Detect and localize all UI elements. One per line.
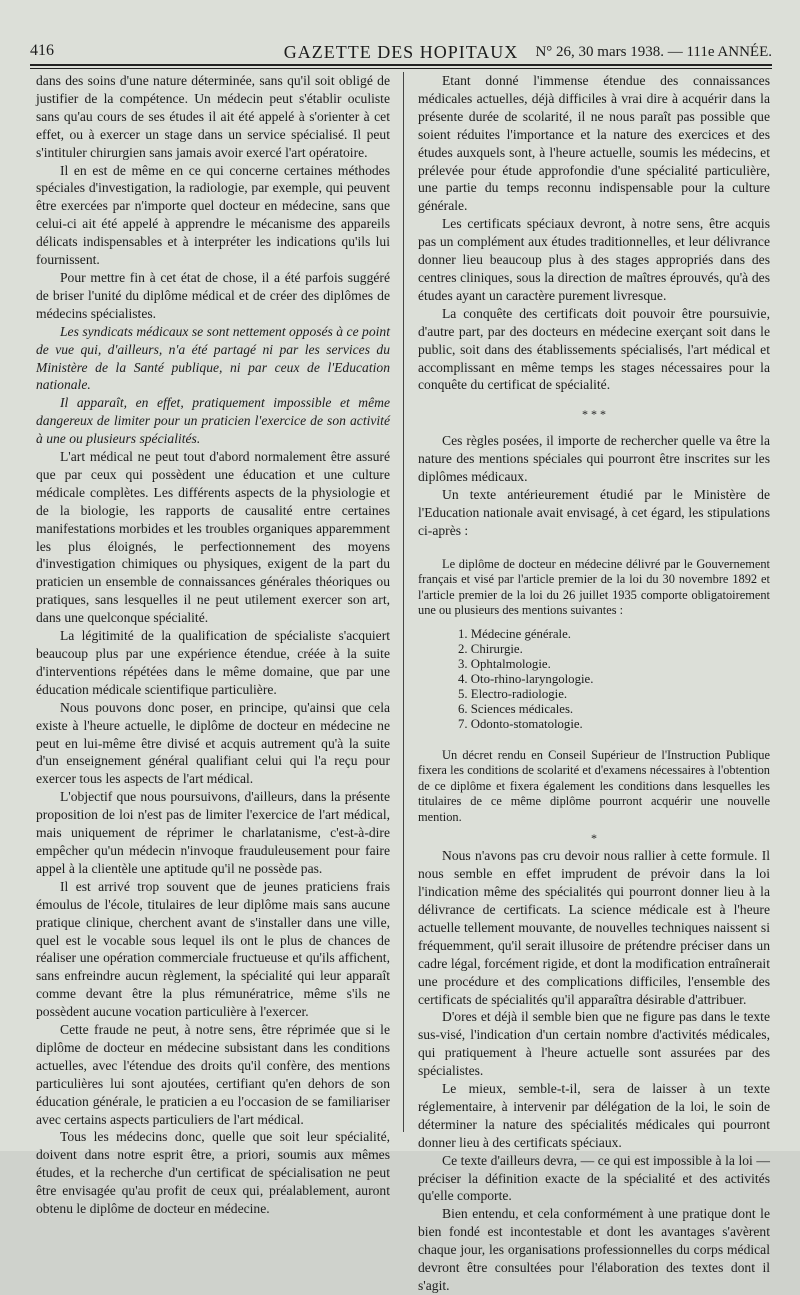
section-separator: * * *	[582, 407, 606, 422]
paragraph: dans des soins d'une nature déterminée, sans qu'il soit obligé de justifier de la compétence. Un médecin peut s'établir oculiste sans qu'au cours de ses études il ait été appelé à s'orienter à cet effet, ou à exercer un stage dans un service spécialisé. Il peut s'intituler chirurgien sans jamais avoir exercé l'art opératoire.	[36, 73, 390, 160]
column-divider	[403, 72, 404, 1132]
list-item: 3. Ophtalmologie.	[458, 656, 551, 671]
list-item: 2. Chirurgie.	[458, 641, 523, 656]
paragraph: Ces règles posées, il importe de rechercher quelle va être la nature des mentions spéciales qui pourront être inscrites sur les diplômes médicaux.	[418, 433, 770, 485]
journal-title: GAZETTE DES HOPITAUX	[283, 42, 519, 62]
paragraph: Bien entendu, et cela conformément à une pratique dont le bien fondé est incontestable et dont les avantages s'avèrent chaque jour, les organisations professionnelles du corps médical devront être consultées pour l'élaboration des textes dont il s'agit.	[418, 1206, 770, 1293]
header-rule-thin	[30, 68, 772, 69]
paragraph: Un texte antérieurement étudié par le Ministère de l'Education nationale avait envisagé, à cet égard, les stipulations ci-après :	[418, 487, 770, 538]
left-column	[36, 72, 390, 1217]
paragraph: Les syndicats médicaux se sont nettement opposés à ce point de vue qui, d'ailleurs, n'a été partagé ni par les services du Ministère de la Santé publique, ni par ceux de l'Education nationale.	[36, 323, 390, 393]
paragraph: L'art médical ne peut tout d'abord normalement être assuré que par ceux qui possèdent une éducation et une culture médicale complètes. Les différents aspects de la physiologie et de la biologie, les rapports de causalité entre certaines manifestations morbides et les troubles organiques apparemment les plus éloignés, le perfectionnement des moyens d'investigation chimiques ou physiques, exigent de la part du praticien un ensemble de connaissances générales théoriques ou pratiques, sans lesquelles il ne peut utilement exercer son art, dans une quelconque spécialité.	[36, 449, 390, 626]
mentions-list	[418, 627, 770, 732]
paragraph: La légitimité de la qualification de spécialiste s'acquiert beaucoup plus par une expérience étendue, créée à la suite d'interventions répétées dans le même domaine, que par une éducation médicale scientifique particulière.	[36, 628, 390, 697]
paragraph: Tous les médecins donc, quelle que soit leur spécialité, doivent dans notre esprit être, a priori, soumis aux mêmes études, et la recherche d'un certificat de spécialisation ne peut être envisagée qu'au profit de ceux qui, préalablement, auront obtenu le diplôme de docteur en médecine.	[36, 1129, 390, 1217]
paragraph: Cette fraude ne peut, à notre sens, être réprimée que si le diplôme de docteur en médecine subsistant dans les conditions actuelles, avec l'étendue des droits qu'il confère, des mentions particulières lui sont ajoutées, certifiant qu'en dehors de son éducation générale, le praticien a eu l'occasion de se familiariser avec certains aspects particuliers de l'art médical.	[36, 1022, 390, 1127]
paragraph: Il est arrivé trop souvent que de jeunes praticiens frais émoulus de l'école, titulaires de leur diplôme mais sans aucune pratique clinique, cherchent avant de s'installer dans une ville, quel est le vocable sous lequel ils ont le plus de chances de réaliser une opération commerciale fructueuse et qu'ils affichent, sans enfreindre aucun règlement, la spécialité qui leur apparaît comme devant être la plus rémunératrice, même s'ils ne possèdent aucune vocation particulière à l'exercer.	[36, 878, 390, 1020]
list-item: 4. Oto-rhino-laryngologie.	[458, 671, 594, 686]
paragraph: Les certificats spéciaux devront, à notre sens, être acquis pas un complément aux études traditionnelles, et leur délivrance donner lieu beaucoup plus à des stages appropriés dans des centres cliniques, sous la direction de maîtres éprouvés, qu'à des études ayant un caractère purement livresque.	[418, 216, 770, 303]
list-item: 1. Médecine générale.	[458, 626, 571, 641]
quoted-paragraph: Un décret rendu en Conseil Supérieur de l'Instruction Publique fixera les conditions de scolarité et d'examens nécessaires à l'obtention de ce diplôme et fixera également les conditions dans lesquelles les titulaires de ce même diplôme pourront acquérir une nouvelle mention.	[418, 747, 770, 824]
section-separator: *	[591, 831, 597, 846]
paragraph: Ce texte d'ailleurs devra, — ce qui est impossible à la loi — préciser la définition exacte de la spécialité et des activités qu'elle comporte.	[418, 1152, 770, 1204]
paragraph: Il en est de même en ce qui concerne certaines méthodes spéciales d'investigation, la radiologie, par exemple, qui peuvent être exercées par n'importe quel docteur en médecine, sans que celui-ci ait été appelé à apprendre le mécanisme des appareils délicats indispensables et à interpréter les indications qu'ils lui fournissent.	[36, 162, 390, 268]
list-item: 5. Electro-radiologie.	[458, 686, 568, 701]
paragraph: La conquête des certificats doit pouvoir être poursuivie, d'autre part, par des docteurs en médecine exerçant soit dans le public, soit dans des établissements spécialisés, l'art médical et accomplissant en même temps les stages nécessaires pour la conquête du certificat de spécialité.	[418, 305, 770, 393]
header-rule	[30, 64, 772, 66]
paragraph: D'ores et déjà il semble bien que ne figure pas dans le texte sus-visé, l'indication d'un certain nombre d'activités médicales, qui pratiquement à l'heure actuelle sont assurées par des spécialistes.	[418, 1009, 770, 1079]
paragraph: L'objectif que nous poursuivons, d'ailleurs, dans la présente proposition de loi n'est pas de limiter l'exercice de l'art médical, mais uniquement de réprimer le charlatanisme, c'est-à-dire empêcher qu'un médecin n'invoque frauduleusement pour faire appel à la clientèle une aptitude qu'il ne possède pas.	[36, 789, 390, 876]
paragraph: Nous pouvons donc poser, en principe, qu'ainsi que cela existe à l'heure actuelle, le diplôme de docteur en médecine ne peut en lui-même être divisé et acquis autrement qu'à la suite d'un enseignement général qualifiant celui qui l'a reçu pour exercer tous les aspects de l'art médical.	[36, 699, 390, 787]
paragraph: Etant donné l'immense étendue des connaissances médicales actuelles, déjà difficiles à vrai dire à acquérir dans la présente durée de scolarité, il ne nous paraît pas possible que soient réduites l'importance et la nature des exercices et des études auxquels sont, à l'heure actuelle, soumis les médecins, et prélevée pour étude approfondie d'une spécialité particulière, une partie du temps reconnu indispensable pour la culture générale.	[418, 73, 770, 214]
list-item: 6. Sciences médicales.	[458, 701, 574, 716]
paragraph: Nous n'avons pas cru devoir nous rallier à cette formule. Il nous semble en effet imprudent de prévoir dans la loi l'indication même des spécialités qui pourront donner lieu à la délivrance de certificats. La science médicale est à l'heure actuelle tellement mouvante, de nouvelles techniques naissent si fréquemment, qu'il serait illusoire de prétendre préciser dans un cadre légal, forcément rigide, et dont la modification entraînerait une procédure et des complications difficiles, l'ensemble des certificats de spécialités qu'il apparaîtra désirable d'attribuer.	[418, 848, 770, 1007]
page-number: 416	[30, 42, 54, 59]
quoted-paragraph: Le diplôme de docteur en médecine délivré par le Gouvernement français et visé par l'article premier de la loi du 30 novembre 1892 et l'article premier de la loi du 26 juillet 1935 comporte obligatoirement une ou plusieurs des mentions suivantes :	[418, 556, 770, 618]
paragraph: Il apparaît, en effet, pratiquement impossible et même dangereux de limiter pour un praticien l'exercice de son activité à une ou plusieurs spécialités.	[36, 395, 390, 447]
issue-info: N° 26, 30 mars 1938. — 111e ANNÉE.	[535, 44, 772, 60]
list-item: 7. Odonto-stomatologie.	[458, 716, 583, 731]
page-header	[30, 34, 772, 66]
paragraph: Le mieux, semble-t-il, sera de laisser à un texte réglementaire, à intervenir par délégation de la loi, le soin de déterminer la nature des spécialités médicales qui pourront donner lieu à des certificats spéciaux.	[418, 1081, 770, 1150]
paragraph: Pour mettre fin à cet état de chose, il a été parfois suggéré de briser l'unité du diplôme médical et de créer des diplômes de médecins spécialistes.	[36, 269, 390, 321]
right-column	[418, 72, 770, 1293]
